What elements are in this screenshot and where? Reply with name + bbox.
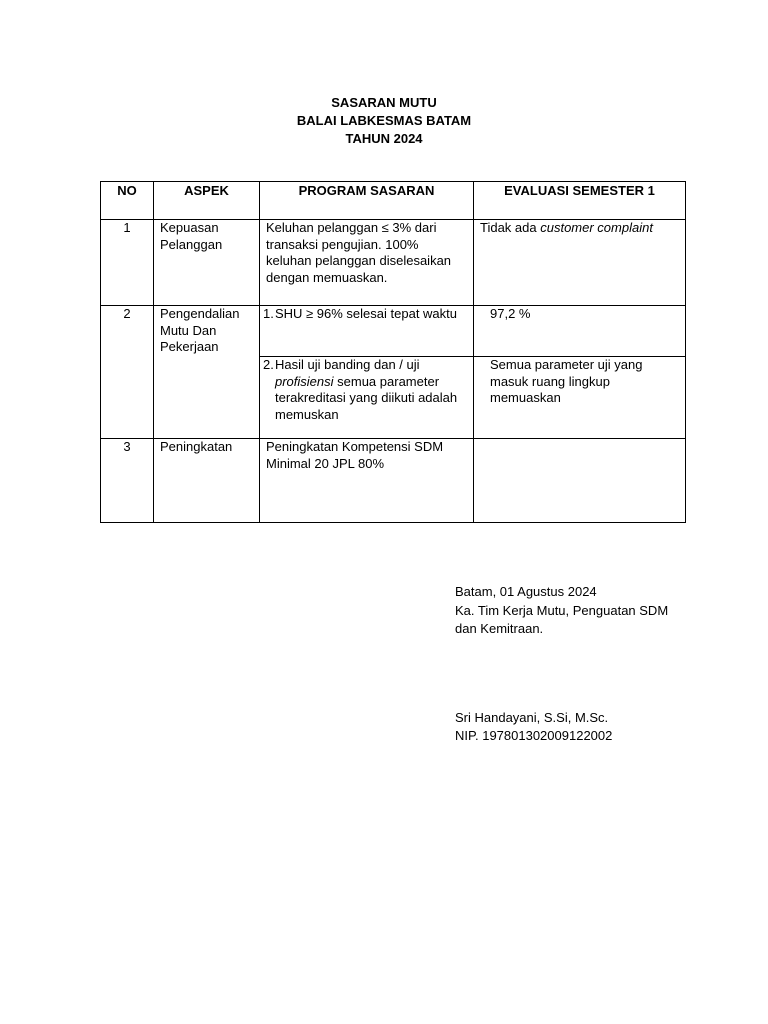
- row-aspek: Peningkatan: [154, 439, 260, 523]
- position-line-2: dan Kemitraan.: [455, 621, 544, 636]
- row-program-item: [260, 357, 474, 439]
- row-no: 2: [101, 306, 154, 439]
- signature-space: [455, 639, 755, 709]
- table-row: [101, 306, 686, 357]
- row-evaluasi-item: 97,2 %: [474, 306, 686, 357]
- program-italic: profisiensi: [275, 373, 334, 389]
- title-line-1: SASARAN MUTU: [331, 95, 437, 110]
- row-evaluasi: [474, 220, 686, 306]
- row-program: Peningkatan Kompetensi SDM Minimal 20 JPL 80%: [260, 439, 474, 523]
- program-prefix: Hasil uji banding dan / uji: [275, 357, 420, 372]
- row-aspek: Pengendalian Mutu Dan Pekerjaan: [154, 306, 260, 439]
- table-row: [101, 439, 686, 523]
- header-program: PROGRAM SASARAN: [260, 182, 474, 220]
- row-program: Keluhan pelanggan ≤ 3% dari transaksi pengujian. 100% keluhan pelanggan diselesaikan dengan memuaskan.: [260, 220, 474, 306]
- row-evaluasi-item: Semua parameter uji yang masuk ruang lingkup memuaskan: [474, 357, 686, 439]
- item-program-text: SHU ≥ 96% selesai tepat waktu: [275, 306, 457, 321]
- title-line-3: TAHUN 2024: [345, 131, 423, 146]
- header-no: NO: [101, 182, 154, 220]
- evaluasi-italic: customer complaint: [540, 220, 653, 235]
- row-no: 3: [101, 439, 154, 523]
- signer-name: Sri Handayani, S.Si, M.Sc.: [455, 709, 609, 725]
- row-aspek: Kepuasan Pelanggan: [154, 220, 260, 306]
- signature-block: [455, 583, 755, 746]
- position-line-1: Ka. Tim Kerja Mutu, Penguatan SDM: [455, 602, 669, 618]
- row-program-item: [260, 306, 474, 357]
- row-evaluasi: [474, 439, 686, 523]
- item-program-text: [275, 357, 467, 423]
- sasaran-table: [100, 181, 686, 523]
- signer-nip: NIP. 197801302009122002: [455, 728, 613, 743]
- program-suffix: semua parameter terakreditasi yang diikuti adalah memuskan: [275, 373, 458, 422]
- row-no: 1: [101, 220, 154, 306]
- place-date: Batam, 01 Agustus 2024: [455, 584, 597, 599]
- header-aspek: ASPEK: [154, 182, 260, 220]
- item-number: 1.: [263, 306, 274, 321]
- header-evaluasi: EVALUASI SEMESTER 1: [474, 182, 686, 220]
- table-header-row: [101, 182, 686, 220]
- evaluasi-prefix: Tidak ada: [480, 220, 541, 235]
- title-line-2: BALAI LABKESMAS BATAM: [296, 113, 472, 128]
- item-number: 2.: [263, 357, 274, 372]
- document-title: [0, 94, 768, 148]
- table-row: [101, 220, 686, 306]
